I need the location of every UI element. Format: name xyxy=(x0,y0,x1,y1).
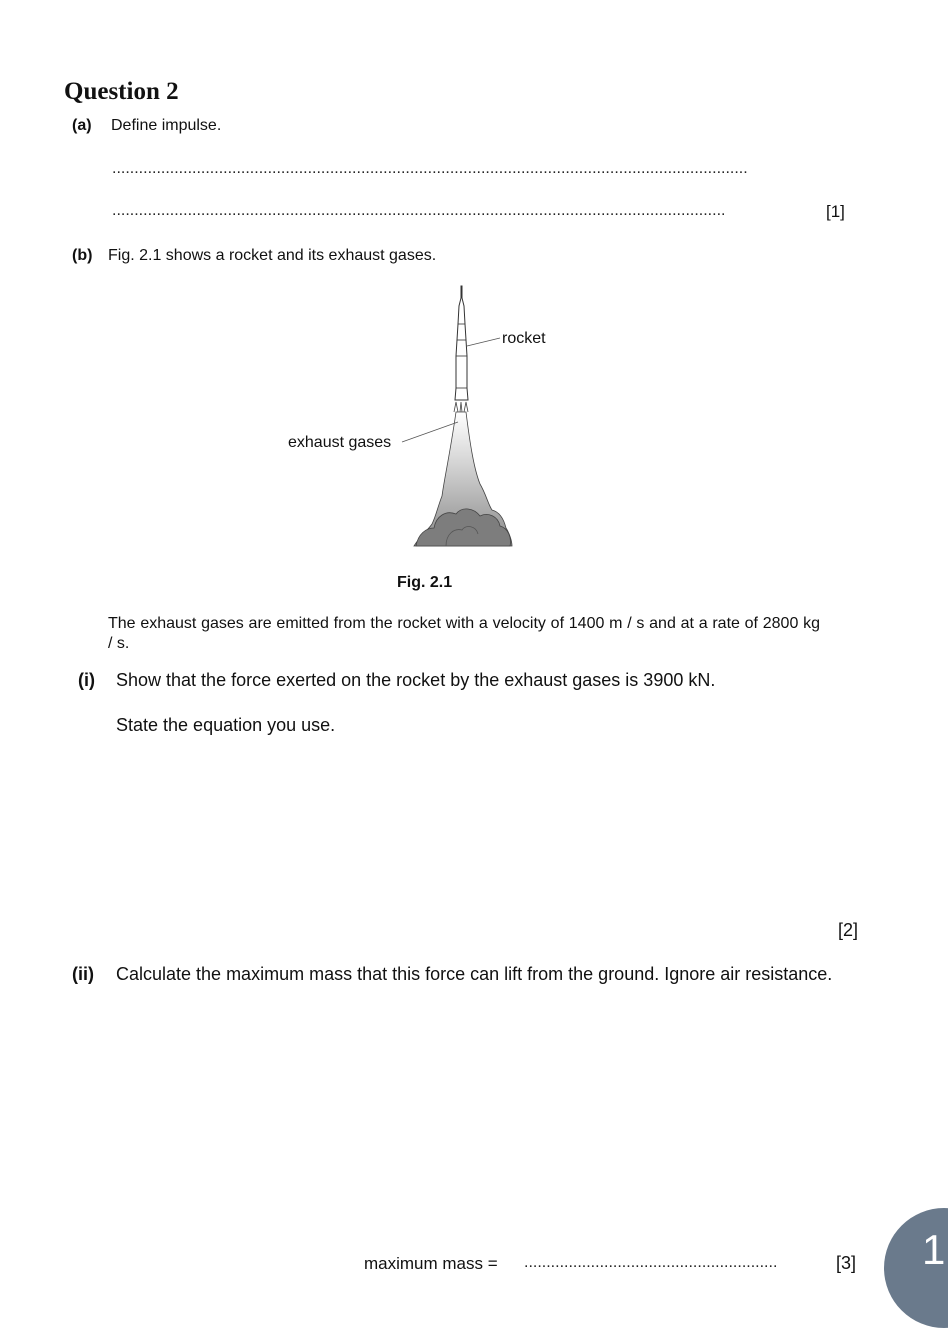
part-a-label: (a) xyxy=(72,117,92,134)
sub-i-text: Show that the force exerted on the rocket by the exhaust gases is 3900 kN. xyxy=(116,670,716,690)
exhaust-leader-line xyxy=(402,422,458,442)
page-number: 1 xyxy=(922,1226,946,1273)
page-title: Question 2 xyxy=(64,78,179,105)
rocket-figure xyxy=(400,284,530,552)
info-paragraph: The exhaust gases are emitted from the rocket with a velocity of 1400 m / s and at a rate of 2800 kg / s. xyxy=(108,615,820,652)
part-a-text: Define impulse. xyxy=(111,117,222,134)
answer-line-mass[interactable]: ......................................................... xyxy=(524,1254,778,1271)
figure-label-rocket: rocket xyxy=(502,330,546,347)
working-area-i[interactable] xyxy=(116,745,846,915)
answer-label-mass: maximum mass = xyxy=(364,1254,498,1273)
answer-line-a1[interactable]: ............................................................................................................................................... xyxy=(112,160,748,177)
part-a-marks: [1] xyxy=(826,202,845,221)
page-number-badge[interactable] xyxy=(884,1208,948,1328)
figure-label-exhaust: exhaust gases xyxy=(288,434,392,451)
sub-i-text-2: State the equation you use. xyxy=(116,715,336,735)
sub-ii-marks: [3] xyxy=(836,1253,857,1273)
figure-caption: Fig. 2.1 xyxy=(397,574,453,591)
answer-line-a2[interactable]: .......................................................................................................................................... xyxy=(112,202,726,219)
part-b-text: Fig. 2.1 shows a rocket and its exhaust gases. xyxy=(108,247,437,264)
part-b-label: (b) xyxy=(72,247,93,264)
sub-i-marks: [2] xyxy=(838,920,859,940)
sub-i-label: (i) xyxy=(78,670,95,690)
rocket-body xyxy=(455,286,468,400)
sub-ii-label: (ii) xyxy=(72,964,94,984)
rocket-leader-line xyxy=(467,338,500,346)
sub-ii-text: Calculate the maximum mass that this force can lift from the ground. Ignore air resistance. xyxy=(116,964,833,984)
working-area-ii[interactable] xyxy=(116,995,846,1230)
